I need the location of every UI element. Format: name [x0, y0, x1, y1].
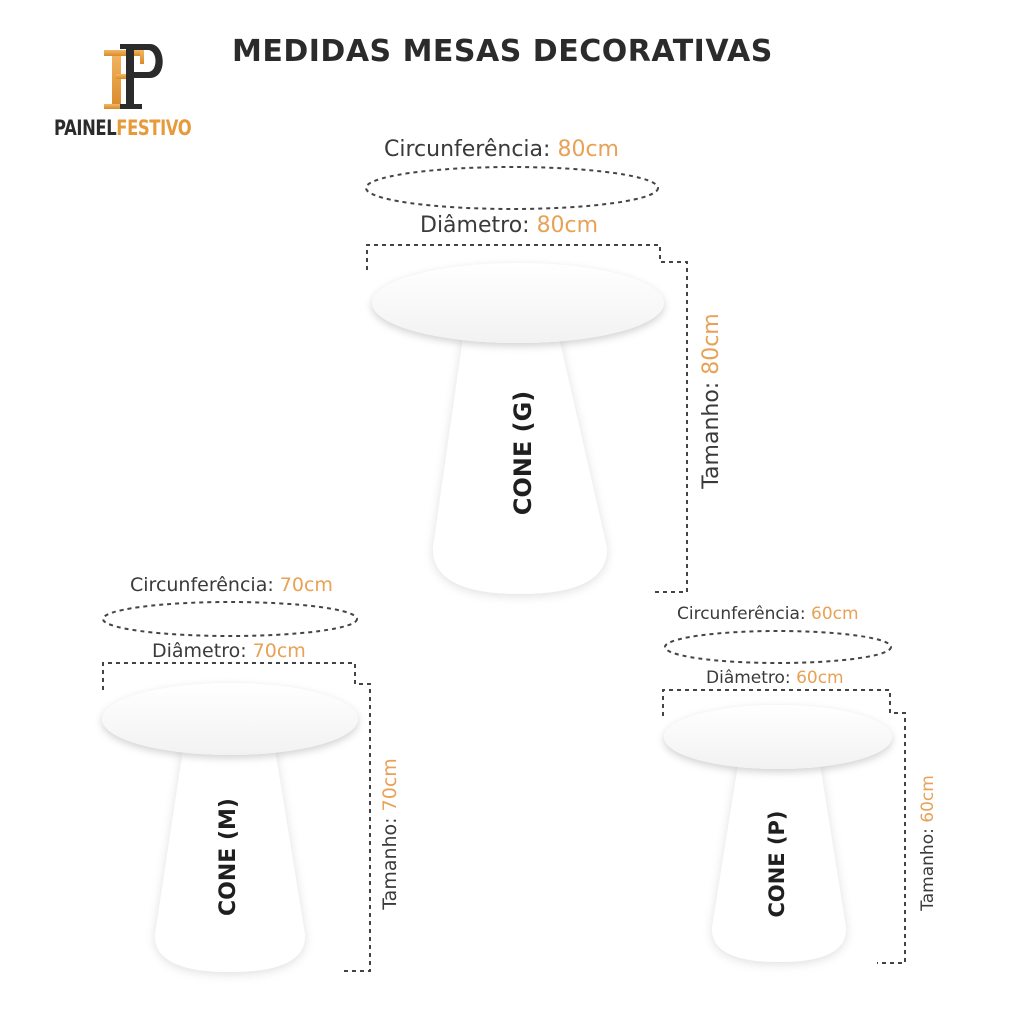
table-m-tabletop: [102, 683, 358, 755]
logo-word-painel: PAINEL: [54, 116, 117, 140]
table-g-diameter-label: Diâmetro: 80cm: [420, 213, 599, 238]
table-g-circumference-ellipse: [366, 167, 658, 209]
table-p-diameter-label: Diâmetro: 60cm: [706, 668, 844, 688]
table-g-height-label: Tamanho: 80cm: [699, 313, 724, 489]
table-g-circumference-label: Circunferência: 80cm: [384, 137, 619, 162]
table-p-cone-name: CONE (P): [765, 810, 789, 918]
table-p-tabletop: [664, 705, 892, 769]
table-g-cone-name: CONE (G): [509, 390, 537, 516]
table-g-diameter-value: 80cm: [536, 213, 599, 238]
logo-word-festivo: FESTIVO: [116, 116, 192, 140]
table-m-height-value: 70cm: [379, 758, 401, 812]
table-m-cone-name: CONE (M): [216, 798, 241, 916]
table-p-circumference-label: Circunferência: 60cm: [677, 604, 859, 624]
table-p-circumference-ellipse: [665, 631, 891, 663]
table-m-circumference-ellipse: [103, 602, 357, 636]
table-g-height-value: 80cm: [699, 313, 724, 375]
table-m-diameter-label: Diâmetro: 70cm: [152, 640, 306, 662]
table-p-height-value: 60cm: [918, 775, 938, 823]
page-title: MEDIDAS MESAS DECORATIVAS: [232, 34, 773, 69]
table-m-diameter-value: 70cm: [252, 640, 306, 662]
table-g-tabletop: [372, 263, 664, 343]
table-p-circumference-value: 60cm: [811, 604, 859, 624]
table-p-height-label: Tamanho: 60cm: [918, 775, 938, 911]
table-m-circumference-value: 70cm: [279, 574, 333, 596]
table-p-diameter-value: 60cm: [796, 668, 844, 688]
table-m-circumference-label: Circunferência: 70cm: [130, 574, 333, 596]
table-g-circumference-value: 80cm: [557, 137, 619, 162]
table-m-height-label: Tamanho: 70cm: [379, 758, 401, 910]
